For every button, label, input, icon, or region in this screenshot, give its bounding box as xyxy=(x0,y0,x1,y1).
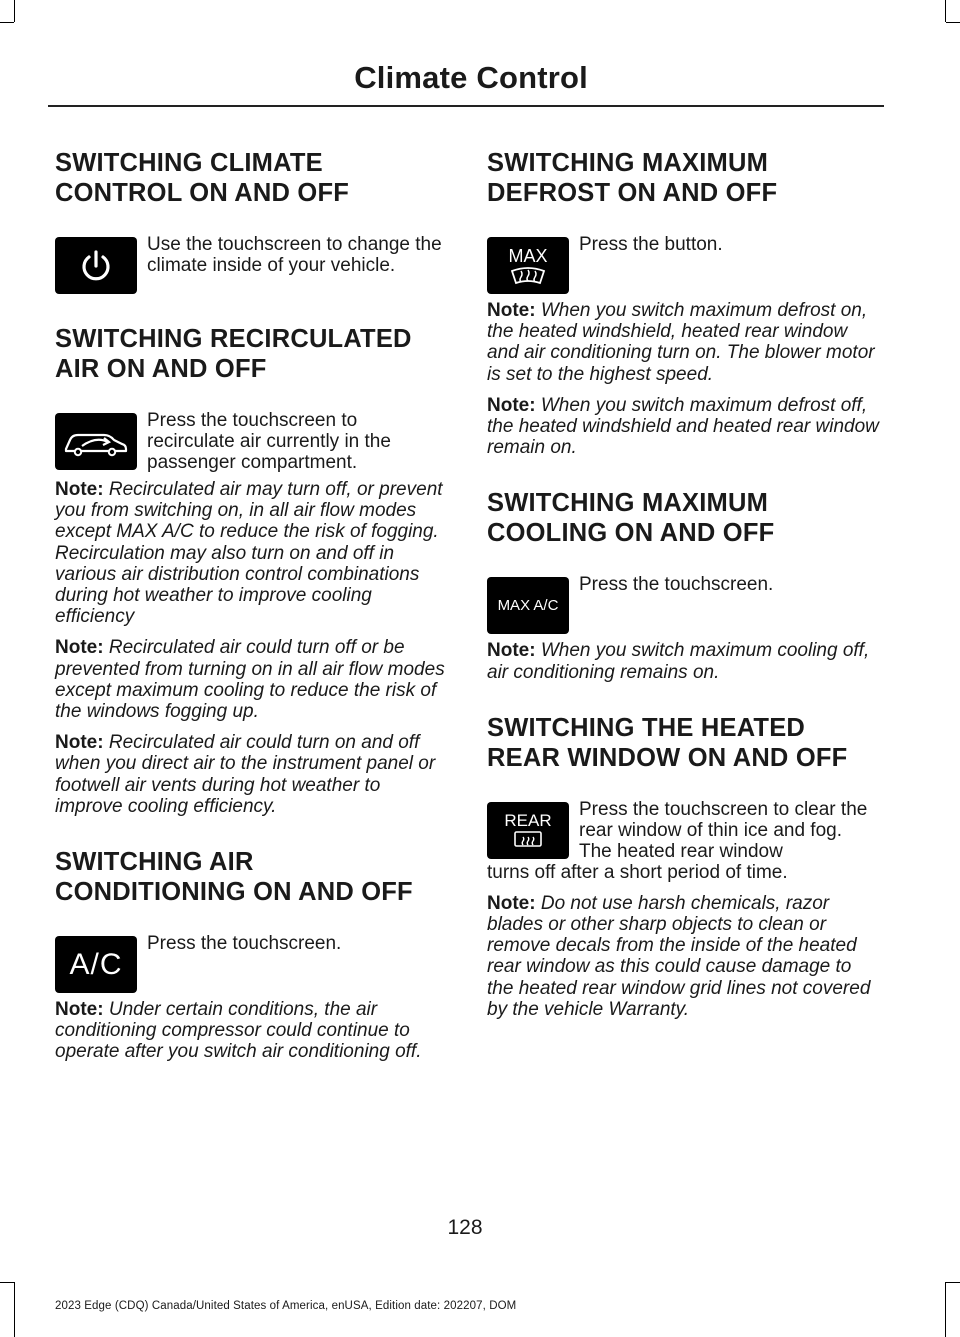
description: Press the touchscreen. xyxy=(579,574,774,596)
right-column xyxy=(487,148,879,1050)
note: Note: When you switch maximum defrost off, the heated windshield and heated rear window remain on. xyxy=(487,394,879,459)
section-heading: SWITCHING CLIMATE CONTROL ON AND OFF xyxy=(55,149,349,207)
description: Use the touchscreen to change the climate inside of your vehicle. xyxy=(147,234,442,276)
power-icon xyxy=(55,237,137,294)
crop-mark xyxy=(0,1282,14,1283)
ac-icon-label: A/C xyxy=(69,947,123,981)
section-air-conditioning xyxy=(55,847,447,1063)
crop-mark xyxy=(945,0,946,22)
note: Note: Under certain conditions, the air conditioning compressor could continue to operate after you switch air conditioning off. xyxy=(55,999,422,1063)
crop-mark xyxy=(945,1282,946,1337)
section-heading: SWITCHING AIR CONDITIONING ON AND OFF xyxy=(55,848,413,907)
description: Press the button. xyxy=(579,234,723,255)
description: Press the touchscreen. xyxy=(147,933,342,955)
note: Note: Recirculated air may turn off, or prevent you from switching on, in all air flow modes except MAX A/C to reduce the risk of fogging. Recirculation may also turn on and off in various air distribution control combinations during hot weather to improve cooling efficiency xyxy=(55,479,443,628)
max-defrost-label: MAX xyxy=(508,245,548,266)
crop-mark xyxy=(946,1282,960,1283)
note: Note: Do not use harsh chemicals, razor blades or other sharp objects to clean or remove decals from the inside of the heated rear window as this could cause damage to the heated rear window grid lines not covered by the vehicle Warranty. xyxy=(487,892,871,1020)
section-climate xyxy=(55,148,447,294)
description: Press the touchscreen to recirculate air currently in the passenger compartment. xyxy=(147,410,391,473)
crop-mark xyxy=(14,1282,15,1337)
icon-row xyxy=(487,234,879,294)
note: Note: When you switch maximum defrost on, the heated windshield, heated rear window and air conditioning turn on. The blower motor is set to the highest speed. xyxy=(487,300,875,385)
note: Note: When you switch maximum cooling off, air conditioning remains on. xyxy=(487,640,870,683)
defrost-icon xyxy=(508,265,548,287)
page-number: 128 xyxy=(447,1216,483,1239)
section-heading: SWITCHING RECIRCULATED AIR ON AND OFF xyxy=(55,325,412,383)
max-ac-icon xyxy=(487,577,569,634)
note: Note: Recirculated air could turn off or be prevented from turning on in all air flow modes except maximum cooling to reduce the risk of the windows fogging up. xyxy=(55,637,445,723)
ac-icon xyxy=(55,936,137,993)
section-max-defrost xyxy=(487,148,879,458)
crop-mark xyxy=(946,22,960,23)
note: Note: Recirculated air could turn on and off when you direct air to the instrument panel or footwell air vents during hot weather to improve cooling efficiency. xyxy=(55,732,436,817)
left-column xyxy=(55,148,447,1093)
crop-mark xyxy=(0,22,14,23)
description: Press the touchscreen to clear the rear window of thin ice and fog. The heated rear window xyxy=(579,798,868,862)
rear-defrost-label: REAR xyxy=(504,811,552,831)
crop-mark xyxy=(14,0,15,22)
footer-edition: 2023 Edge (CDQ) Canada/United States of America, enUSA, Edition date: 202207, DOM xyxy=(55,1300,517,1312)
section-heated-rear-window xyxy=(487,713,879,1020)
icon-row xyxy=(55,234,447,294)
max-defrost-icon xyxy=(487,237,569,294)
rear-defrost-icon xyxy=(487,802,569,859)
icon-row xyxy=(487,799,879,862)
header-rule xyxy=(48,105,884,107)
section-heading: SWITCHING MAXIMUM DEFROST ON AND OFF xyxy=(487,149,778,207)
section-max-cooling xyxy=(487,488,879,682)
icon-row xyxy=(55,933,447,993)
icon-row xyxy=(55,410,447,473)
section-heading: SWITCHING THE HEATED REAR WINDOW ON AND OFF xyxy=(487,713,848,772)
max-ac-label: MAX A/C xyxy=(497,597,559,615)
description-continued: turns off after a short period of time. xyxy=(487,861,788,883)
heated-rear-window-icon xyxy=(512,830,544,850)
page-title: Climate Control xyxy=(354,60,588,95)
section-heading: SWITCHING MAXIMUM COOLING ON AND OFF xyxy=(487,489,775,548)
icon-row xyxy=(487,574,879,634)
section-recirculated-air xyxy=(55,324,447,817)
recirculation-icon xyxy=(55,413,137,470)
